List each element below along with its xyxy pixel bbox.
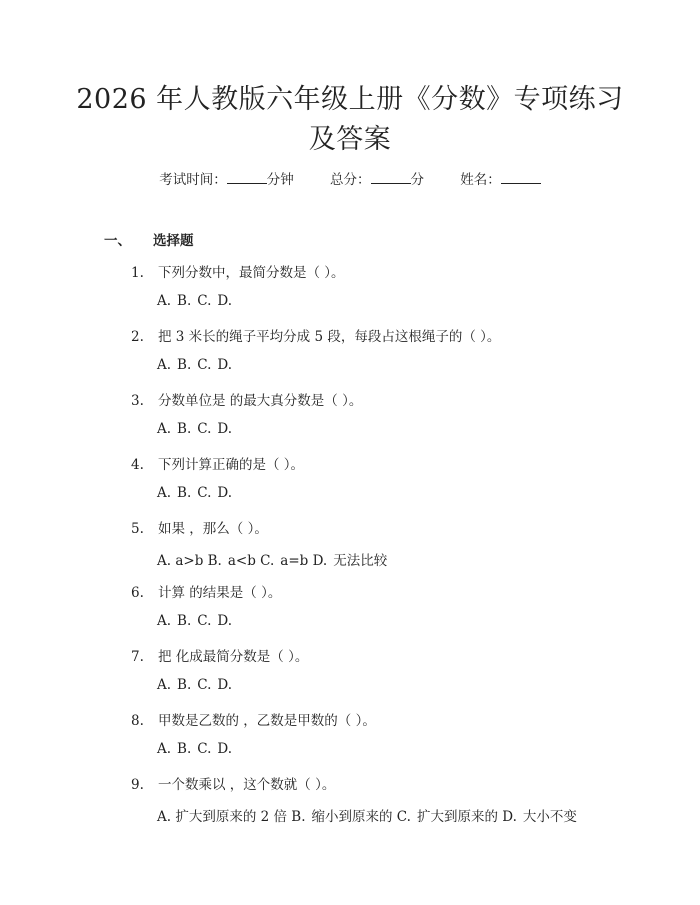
option-choice[interactable]: C.: [197, 485, 212, 501]
options-row: [157, 485, 238, 501]
question-text: 把 3 米长的绳子平均分成 5 段，每段占这根绳子的（ ）。: [158, 329, 501, 345]
question-3: [131, 389, 362, 409]
exam-time: 考试时间： 分钟: [159, 172, 294, 188]
question-5: [131, 517, 268, 537]
option-choice[interactable]: D.: [217, 421, 233, 437]
question-number: 3.: [131, 393, 144, 409]
section-heading: [104, 229, 194, 249]
options-row: [157, 677, 238, 693]
options-row: [157, 293, 238, 309]
title-line-2: 及答案: [308, 124, 392, 155]
question-9: [131, 773, 335, 793]
option-choice[interactable]: C.: [197, 613, 212, 629]
option-choice[interactable]: C.: [197, 293, 212, 309]
question-number: 9.: [131, 777, 144, 793]
question-8: [131, 709, 376, 729]
question-number: 1.: [131, 265, 144, 281]
option-choice[interactable]: a<b C.: [227, 553, 275, 569]
option-choice[interactable]: A. 扩大到原来的 2 倍 B.: [157, 809, 306, 825]
options-row: [157, 421, 238, 437]
option-choice[interactable]: A.: [157, 357, 172, 373]
option-choice[interactable]: A.: [157, 421, 172, 437]
name-blank[interactable]: [501, 171, 541, 184]
question-number: 6.: [131, 585, 144, 601]
option-choice[interactable]: C.: [197, 357, 212, 373]
option-choice[interactable]: B.: [177, 485, 192, 501]
option-choice[interactable]: C.: [197, 421, 212, 437]
option-choice[interactable]: 扩大到原来的 D.: [416, 809, 517, 825]
option-choice[interactable]: B.: [177, 357, 192, 373]
option-choice[interactable]: A.: [157, 485, 172, 501]
option-choice[interactable]: D.: [217, 613, 233, 629]
question-text: 计算 的结果是（ ）。: [158, 585, 282, 601]
question-number: 5.: [131, 521, 144, 537]
question-2: [131, 325, 500, 345]
title-line-1: 2026 年人教版六年级上册《分数》专项练习: [76, 84, 624, 115]
question-text: 下列计算正确的是（ ）。: [158, 457, 305, 473]
options-row: [157, 549, 393, 569]
option-choice[interactable]: 缩小到原来的 C.: [311, 809, 411, 825]
option-choice[interactable]: D.: [217, 357, 233, 373]
question-text: 如果 ，那么（ ）。: [158, 521, 268, 537]
question-text: 下列分数中，最简分数是（ ）。: [158, 265, 345, 281]
exam-meta: [0, 168, 700, 188]
option-choice[interactable]: C.: [197, 741, 212, 757]
score-blank[interactable]: [371, 171, 411, 184]
option-choice[interactable]: A. a>b B.: [157, 553, 222, 569]
option-choice[interactable]: 大小不变: [522, 809, 577, 825]
option-choice[interactable]: B.: [177, 421, 192, 437]
question-text: 甲数是乙数的 ，乙数是甲数的（ ）。: [158, 713, 376, 729]
option-choice[interactable]: A.: [157, 293, 172, 309]
question-4: [131, 453, 304, 473]
question-1: [131, 261, 345, 281]
section-title: 选择题: [153, 233, 194, 249]
question-number: 7.: [131, 649, 144, 665]
options-row: [157, 357, 238, 373]
page-title: [60, 80, 640, 160]
time-blank[interactable]: [227, 171, 267, 184]
question-text: 一个数乘以 ，这个数就（ ）。: [158, 777, 336, 793]
option-choice[interactable]: B.: [177, 677, 192, 693]
section-number: 一、: [104, 233, 131, 249]
question-7: [131, 645, 308, 665]
option-choice[interactable]: 无法比较: [333, 553, 388, 569]
question-number: 4.: [131, 457, 144, 473]
option-choice[interactable]: B.: [177, 293, 192, 309]
exam-name: 姓名：: [460, 172, 541, 188]
options-row: [157, 741, 238, 757]
options-row: [157, 613, 238, 629]
option-choice[interactable]: C.: [197, 677, 212, 693]
option-choice[interactable]: D.: [217, 677, 233, 693]
options-row: [157, 805, 583, 825]
question-text: 把 化成最简分数是（ ）。: [158, 649, 309, 665]
question-6: [131, 581, 281, 601]
option-choice[interactable]: B.: [177, 741, 192, 757]
option-choice[interactable]: A.: [157, 741, 172, 757]
option-choice[interactable]: D.: [217, 741, 233, 757]
question-number: 2.: [131, 329, 144, 345]
question-text: 分数单位是 的最大真分数是（ ）。: [158, 393, 363, 409]
option-choice[interactable]: A.: [157, 613, 172, 629]
option-choice[interactable]: A.: [157, 677, 172, 693]
option-choice[interactable]: a=b D.: [280, 553, 328, 569]
question-number: 8.: [131, 713, 144, 729]
option-choice[interactable]: D.: [217, 485, 233, 501]
option-choice[interactable]: B.: [177, 613, 192, 629]
exam-score: 总分： 分: [330, 172, 424, 188]
option-choice[interactable]: D.: [217, 293, 233, 309]
